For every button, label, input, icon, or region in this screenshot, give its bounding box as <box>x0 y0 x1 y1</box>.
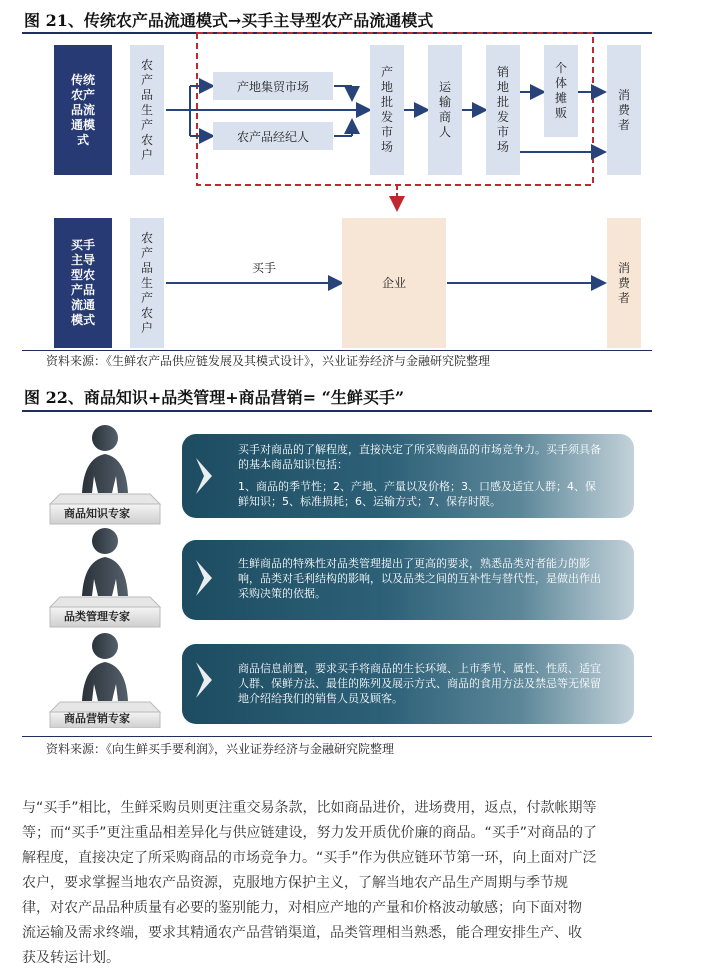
band-line: 采购决策的依据。 <box>238 587 326 600</box>
body-line: 解程度，直接决定了所采购商品的市场竞争力。“买手”作为供应链环节第一环，向上面对广泛 <box>22 850 597 866</box>
char: 地 <box>496 80 509 94</box>
origin-wholesale-market-box <box>370 45 404 175</box>
char: 市 <box>496 125 509 139</box>
band-line: 买手对商品的了解程度，直接决定了所采购商品的市场竞争力。买手须具备 <box>238 443 601 456</box>
char: 产 <box>140 290 153 305</box>
figure-22-top-rule <box>22 410 652 412</box>
char: 者 <box>617 117 630 132</box>
figure-21-title: 图 21、传统农产品流通模式→买手主导型农产品流通模式 <box>24 11 434 30</box>
char: 场 <box>496 140 509 154</box>
label-line: 流通 <box>70 298 95 312</box>
figure-22-bottom-rule <box>22 736 652 737</box>
consumer-box <box>607 45 641 175</box>
char: 体 <box>554 76 567 90</box>
knowledge-text <box>238 442 618 509</box>
char: 品 <box>140 260 153 275</box>
char: 农 <box>140 57 153 72</box>
label-line: 主导 <box>70 253 95 267</box>
consumer-box-2 <box>607 218 641 348</box>
body-line: 农户，要求掌握当地农产品资源，克服地方保护主义，了解当地农产品生产周期与季节规 <box>22 875 568 891</box>
band-line: 1、商品的季节性；2、产地、产量以及价格；3、口感及适宜人群；4、保 <box>238 480 596 493</box>
char: 费 <box>617 275 630 290</box>
char: 农 <box>140 132 153 147</box>
char: 费 <box>617 102 630 117</box>
origin-collector-market-box: 产地集贸市场 <box>213 72 333 100</box>
figure-22-pedestals <box>40 418 170 728</box>
body-line: 等；而“买手”更注重品相差异化与供应链建设，努力发开质优价廉的商品。“买手”对商品的了 <box>22 825 598 841</box>
char: 品 <box>140 87 153 102</box>
char: 产 <box>380 65 393 79</box>
person-icon <box>82 633 128 701</box>
figure-22-source: 资料来源：《向生鲜买手要利润》，兴业证券经济与金融研究院整理 <box>46 742 395 756</box>
transport-merchant-box <box>428 45 462 175</box>
traditional-mode-label <box>54 45 112 175</box>
produce-broker-box: 农产品经纪人 <box>213 122 333 150</box>
body-line: 获及转运计划。 <box>22 950 120 966</box>
char: 销 <box>496 65 509 79</box>
buyer-led-mode-label <box>54 218 112 348</box>
band-line: 鲜知识；5、标准损耗；6、运输方式；7、保存时限。 <box>238 495 501 508</box>
char: 产 <box>140 72 153 87</box>
band-line: 商品信息前置，要求买手将商品的生长环境、上市季节、属性、性质、适宜 <box>238 662 601 675</box>
band-line: 人群、保鲜方法、最佳的陈列及展示方式、商品的食用方法及禁忌等无保留 <box>238 677 601 690</box>
figure-21-bottom-rule <box>22 350 652 351</box>
body-paragraph <box>22 796 692 971</box>
sales-wholesale-market-box <box>486 45 520 175</box>
char: 产 <box>140 245 153 260</box>
char: 商 <box>438 110 451 124</box>
label-line: 传统 <box>70 72 95 87</box>
char: 个 <box>554 61 567 75</box>
band-line: 响，品类对毛利结构的影响，以及品类之间的互补性与替代性，是做出作出 <box>238 572 601 585</box>
farmer-box <box>130 45 164 175</box>
chevron-right-icon <box>196 560 212 596</box>
char: 消 <box>617 260 630 275</box>
char: 农 <box>140 305 153 320</box>
char: 发 <box>380 110 393 124</box>
label-line: 式 <box>76 132 89 147</box>
person-icon <box>82 528 128 596</box>
char: 输 <box>438 95 451 109</box>
marketing-text <box>238 661 618 706</box>
label-line: 模式 <box>70 313 95 327</box>
char: 运 <box>438 80 451 94</box>
char: 户 <box>140 147 153 162</box>
label-line: 通模 <box>70 117 95 132</box>
char: 市 <box>380 125 393 139</box>
char: 生 <box>140 275 153 290</box>
category-text <box>238 556 618 601</box>
char: 农 <box>140 230 153 245</box>
category-expert-label: 品类管理专家 <box>64 610 130 623</box>
person-icon <box>82 425 128 493</box>
char: 消 <box>617 87 630 102</box>
body-line: 律，对农产品品种质量有必要的鉴别能力，对相应产地的产量和价格波动敏感；向下面对物 <box>22 900 582 916</box>
body-line: 流运输及需求终端，要求其精通农产品营销渠道，品类管理相当熟悉，能合理安排生产、收 <box>22 925 582 941</box>
label-line: 农产 <box>70 87 95 102</box>
farmer-box-2 <box>130 218 164 348</box>
label-line: 品流 <box>70 102 95 117</box>
char: 生 <box>140 102 153 117</box>
label-line: 买手 <box>70 238 95 252</box>
spacer <box>238 472 618 479</box>
char: 批 <box>496 95 509 109</box>
vendor-box <box>544 45 578 137</box>
band-chevrons <box>190 434 226 724</box>
char: 场 <box>380 140 393 154</box>
knowledge-expert-label: 商品知识专家 <box>64 507 130 520</box>
label-line: 型农 <box>70 268 95 282</box>
char: 户 <box>140 320 153 335</box>
figure-22-title: 图 22、商品知识+品类管理+商品营销= “生鲜买手” <box>24 388 405 407</box>
char: 批 <box>380 95 393 109</box>
marketing-expert-label: 商品营销专家 <box>64 712 130 725</box>
char: 者 <box>617 290 630 305</box>
char: 人 <box>438 125 451 139</box>
char: 产 <box>140 117 153 132</box>
body-line: 与“买手”相比，生鲜采购员则更注重交易条款，比如商品进价，进场费用，返点，付款帐期等 <box>22 800 597 816</box>
char: 地 <box>380 80 393 94</box>
chevron-right-icon <box>196 662 212 698</box>
char: 摊 <box>554 91 567 105</box>
band-line: 地介绍给我们的销售人员及顾客。 <box>238 692 403 705</box>
char: 发 <box>496 110 509 124</box>
char: 贩 <box>554 106 567 120</box>
enterprise-box: 企业 <box>342 218 446 348</box>
label-line: 产品 <box>70 283 95 297</box>
band-line: 生鲜商品的特殊性对品类管理提出了更高的要求，熟悉品类对者能力的影 <box>238 557 590 570</box>
chevron-right-icon <box>196 458 212 494</box>
band-line: 的基本商品知识包括： <box>238 458 348 471</box>
figure-21-source: 资料来源：《生鲜农产品供应链发展及其模式设计》，兴业证券经济与金融研究院整理 <box>46 354 491 368</box>
buyer-arrow-label: 买手 <box>252 261 277 275</box>
